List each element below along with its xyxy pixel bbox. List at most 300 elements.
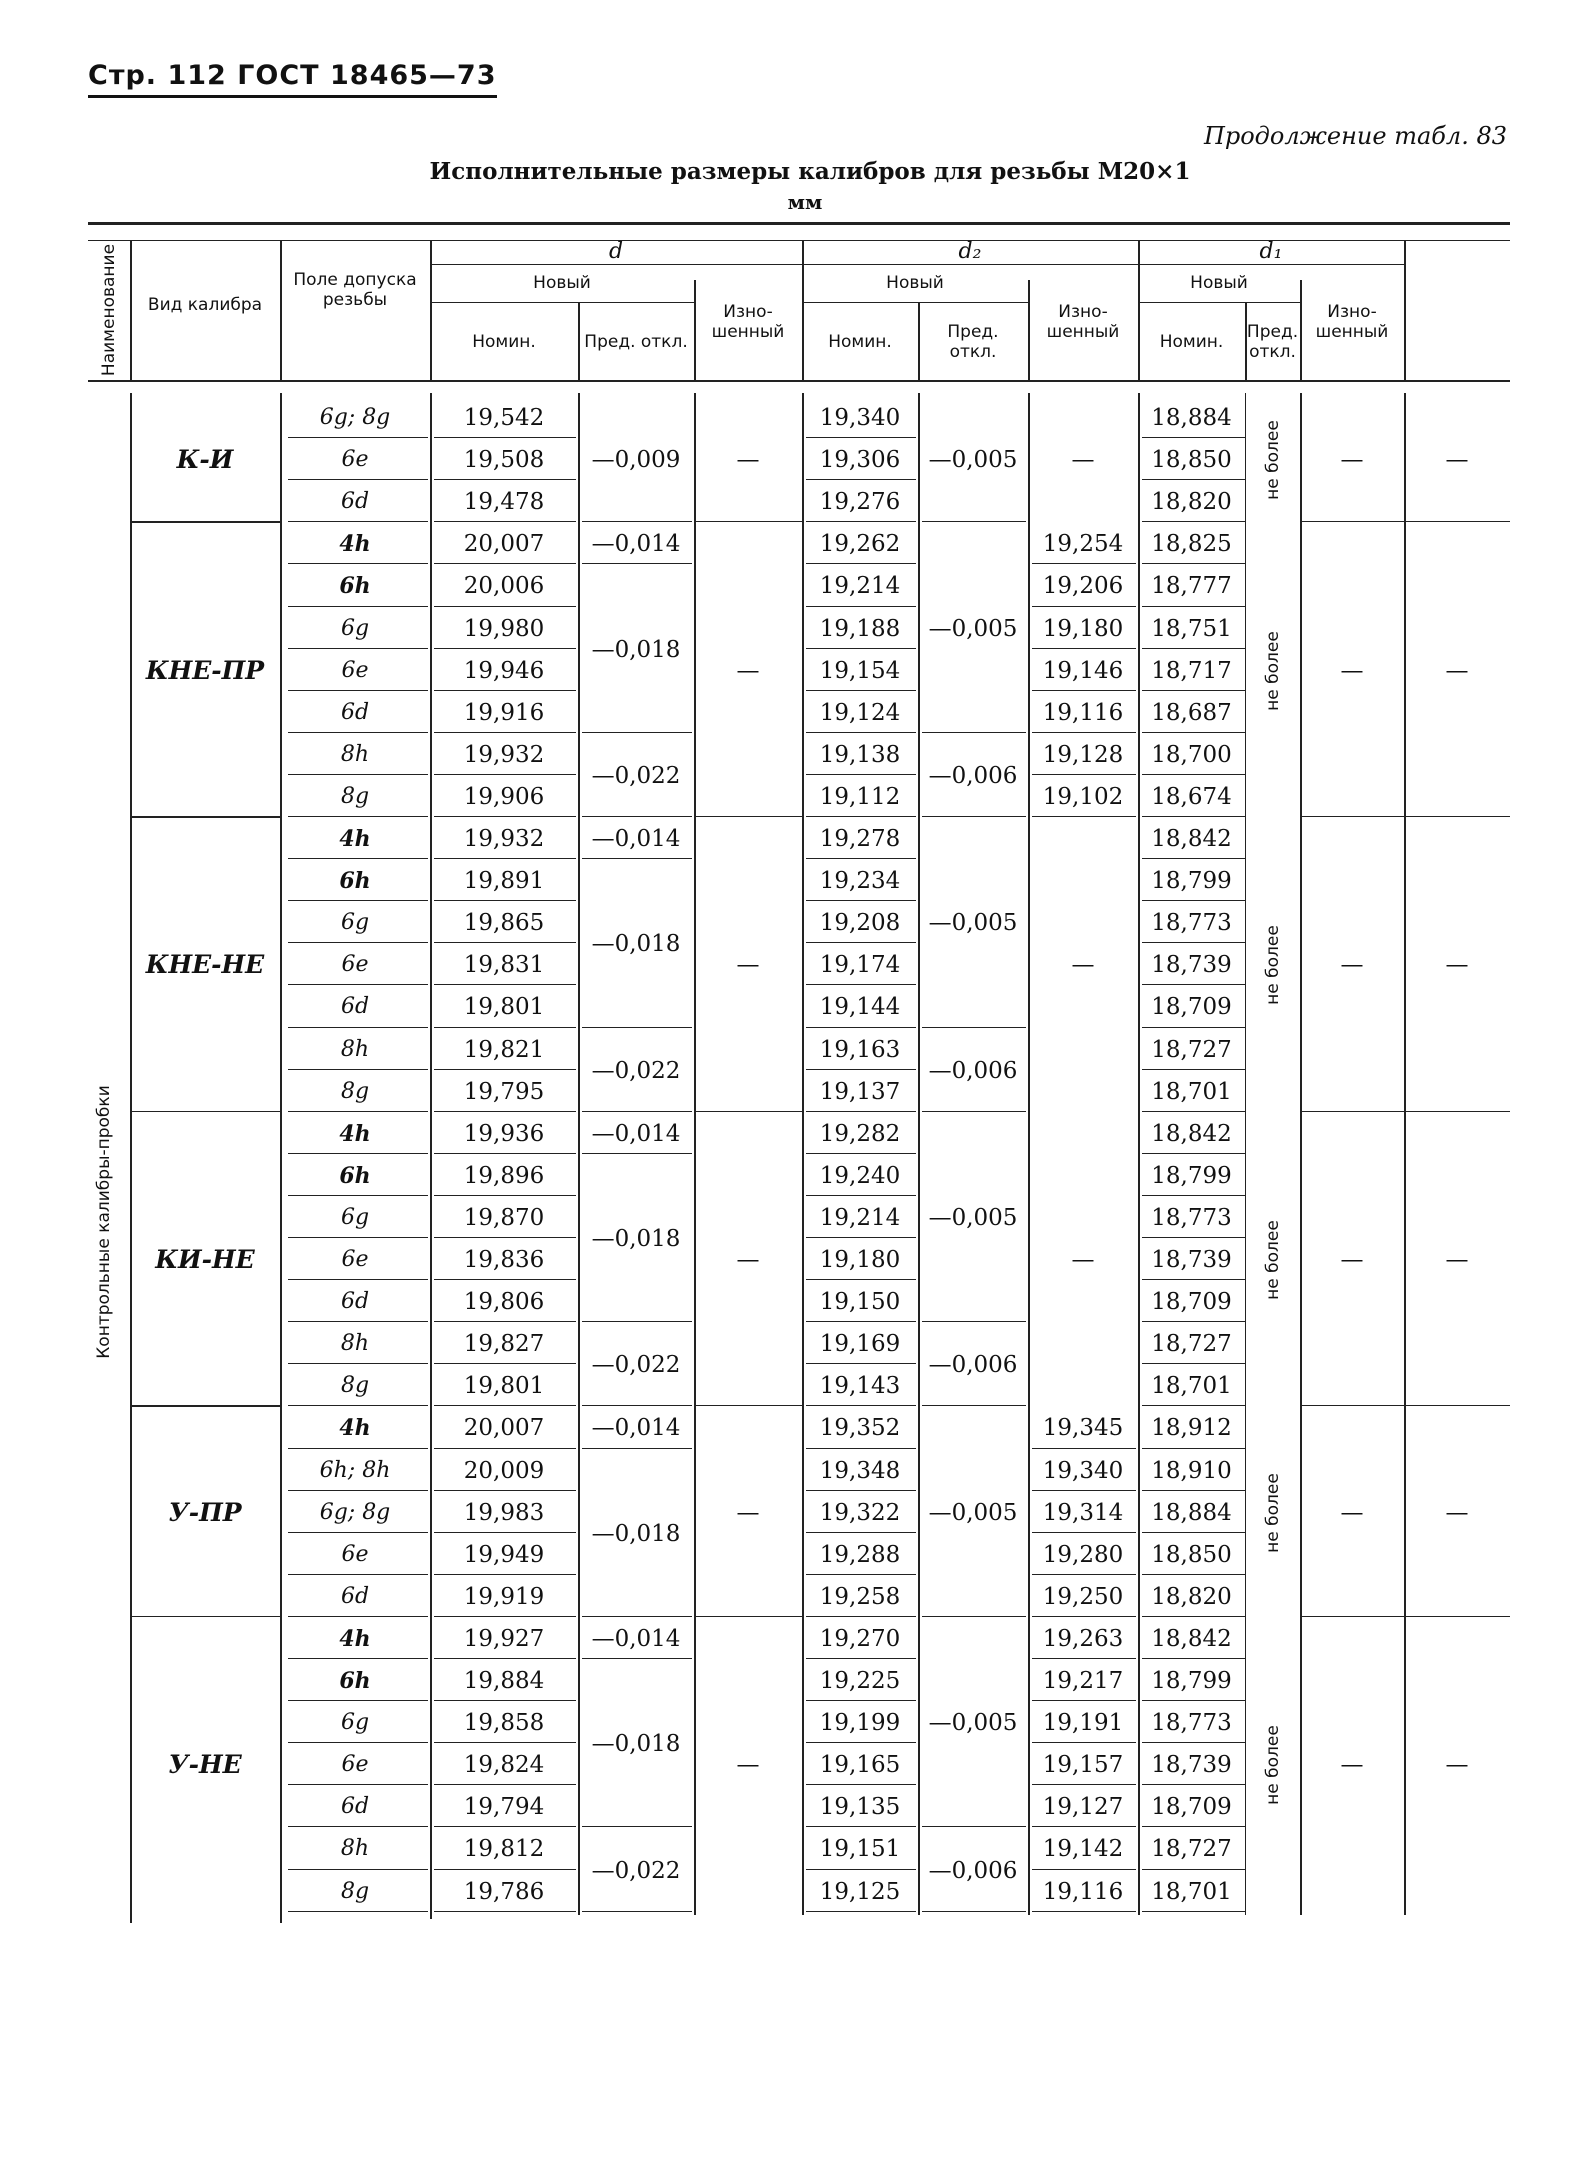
row-rule (806, 1616, 916, 1617)
row-rule (288, 1784, 428, 1785)
d-nom-cell: 19,916 (463, 699, 545, 726)
row-rule (1142, 732, 1245, 733)
row-rule (1142, 1700, 1245, 1701)
field-cell: 6d (340, 1794, 370, 1820)
unit-label: мм (787, 190, 823, 214)
d1-nom-cell: 18,773 (1151, 1204, 1232, 1231)
field-cell: 6h (339, 1162, 371, 1189)
d1-dev-dash: — (1340, 447, 1364, 474)
d-dev-cell: —0,014 (591, 1625, 681, 1652)
row-rule (1142, 774, 1245, 775)
header-d-dev: Пред. откл. (584, 332, 688, 352)
row-rule (434, 858, 576, 859)
header-d1-dev: Пред. откл. (1246, 322, 1299, 362)
body-col-rule (578, 393, 580, 1915)
d-worn-dash: — (736, 447, 760, 474)
d2-nom-cell: 19,288 (819, 1541, 901, 1568)
d-nom-cell: 19,478 (463, 489, 545, 516)
dev-rule (922, 732, 1026, 733)
header-rule (1138, 302, 1300, 303)
d1-worn-dash: — (1445, 1752, 1469, 1779)
d-dev-cell: —0,018 (591, 1520, 681, 1547)
d2-nom-cell: 19,169 (819, 1331, 901, 1358)
d1-nom-cell: 18,884 (1151, 1499, 1232, 1526)
row-rule (806, 521, 916, 522)
row-rule (434, 1111, 576, 1112)
group-rule (694, 1405, 802, 1406)
row-rule (806, 1405, 916, 1406)
d2-nom-cell: 19,188 (819, 615, 901, 642)
row-rule (1142, 1069, 1245, 1070)
d2-worn-cell: 19,250 (1042, 1583, 1124, 1610)
d2-nom-cell: 19,125 (819, 1878, 901, 1905)
body-col-rule (1245, 393, 1246, 1915)
row-rule (288, 1532, 428, 1533)
d1-worn-dash: — (1445, 952, 1469, 979)
d2-dev-cell: —0,005 (928, 447, 1018, 474)
row-rule (288, 1069, 428, 1070)
header-rule (430, 302, 694, 303)
d2-worn-cell: 19,102 (1042, 783, 1124, 810)
field-cell: 8h (340, 1036, 370, 1062)
d1-nom-cell: 18,799 (1151, 868, 1232, 895)
group-rule (130, 1616, 280, 1618)
d-nom-cell: 19,906 (463, 783, 545, 810)
d1-worn-dash: — (1445, 1499, 1469, 1526)
row-rule (806, 1027, 916, 1028)
row-rule (1032, 816, 1136, 817)
d1-nom-cell: 18,825 (1151, 531, 1232, 558)
field-cell: 8g (340, 1878, 370, 1904)
d-dev-cell: —0,014 (591, 531, 681, 558)
field-cell: 6d (340, 1583, 370, 1609)
row-rule (288, 563, 428, 564)
header-kind: Вид калибра (147, 295, 263, 315)
row-rule (434, 1027, 576, 1028)
row-rule (434, 690, 576, 691)
d2-worn-dash: — (1071, 447, 1095, 474)
row-rule (806, 1153, 916, 1154)
row-rule (288, 437, 428, 438)
row-rule (288, 521, 428, 522)
d-nom-cell: 19,794 (463, 1794, 545, 1821)
row-rule (1142, 1279, 1245, 1280)
row-rule (806, 858, 916, 859)
d2-dev-cell: —0,005 (928, 615, 1018, 642)
row-rule (806, 1069, 916, 1070)
d2-nom-cell: 19,214 (819, 1204, 901, 1231)
row-rule (434, 942, 576, 943)
dev-rule (582, 1658, 692, 1659)
row-rule (1032, 1911, 1136, 1912)
row-rule (1142, 1195, 1245, 1196)
field-cell: 6d (340, 699, 370, 725)
d2-nom-cell: 19,258 (819, 1583, 901, 1610)
row-rule (288, 858, 428, 859)
row-rule (1032, 1700, 1136, 1701)
d-nom-cell: 19,806 (463, 1289, 545, 1316)
d2-dev-cell: —0,006 (928, 762, 1018, 789)
d1-worn-dash: — (1445, 657, 1469, 684)
row-rule (1032, 1448, 1136, 1449)
group-rule (130, 1405, 280, 1407)
row-rule (434, 1658, 576, 1659)
not-more-label: не более (1262, 1472, 1283, 1553)
row-rule (806, 1237, 916, 1238)
row-rule (806, 1826, 916, 1827)
row-rule (806, 1321, 916, 1322)
dev-rule (922, 1911, 1026, 1912)
row-rule (288, 1490, 428, 1491)
d-dev-cell: —0,014 (591, 826, 681, 853)
d1-nom-cell: 18,773 (1151, 1710, 1232, 1737)
row-rule (806, 1911, 916, 1912)
d-dev-cell: —0,022 (591, 1352, 681, 1379)
header-d2: d₂ (958, 239, 982, 264)
row-rule (1032, 1869, 1136, 1870)
field-cell: 6h (339, 1668, 371, 1694)
d2-worn-cell: 19,280 (1042, 1541, 1124, 1568)
d-worn-dash: — (736, 1247, 760, 1274)
row-rule (288, 1826, 428, 1827)
field-cell: 6e (341, 657, 369, 683)
d1-nom-cell: 18,850 (1151, 447, 1232, 474)
d2-nom-cell: 19,278 (819, 826, 901, 852)
header-name: Наименование (99, 243, 119, 377)
header-col-rule (1300, 280, 1302, 380)
d2-nom-cell: 19,138 (819, 741, 901, 768)
row-rule (1032, 732, 1136, 733)
d-nom-cell: 19,891 (463, 868, 545, 895)
row-rule (288, 1574, 428, 1575)
gauge-kind: У-ПР (168, 1497, 242, 1527)
row-rule (1142, 942, 1245, 943)
header-d1: d₁ (1259, 239, 1283, 264)
row-rule (434, 521, 576, 522)
row-rule (434, 1574, 576, 1575)
d1-dev-dash: — (1340, 1499, 1364, 1526)
dev-rule (582, 1153, 692, 1154)
gauge-kind: У-НЕ (168, 1750, 242, 1780)
d-nom-cell: 19,896 (463, 1162, 545, 1189)
row-rule (434, 1826, 576, 1827)
field-cell: 6h (339, 573, 371, 600)
row-rule (806, 816, 916, 817)
d2-nom-cell: 19,276 (819, 489, 901, 516)
row-rule (806, 942, 916, 943)
row-rule (1142, 1111, 1245, 1112)
d1-nom-cell: 18,799 (1151, 1162, 1232, 1189)
row-rule (1032, 774, 1136, 775)
header-d-worn: Изно-шенный (711, 302, 785, 342)
d1-nom-cell: 18,751 (1151, 615, 1232, 642)
d1-nom-cell: 18,701 (1151, 1878, 1232, 1905)
row-rule (1142, 1027, 1245, 1028)
d-nom-cell: 19,949 (463, 1541, 545, 1568)
row-rule (1142, 1826, 1245, 1827)
row-rule (434, 1153, 576, 1154)
row-rule (434, 1448, 576, 1449)
row-rule (806, 1363, 916, 1364)
d1-nom-cell: 18,739 (1151, 1752, 1232, 1779)
row-rule (434, 437, 576, 438)
header-col-rule (578, 302, 580, 380)
d2-worn-cell: 19,217 (1042, 1668, 1124, 1694)
d1-nom-cell: 18,842 (1151, 826, 1232, 852)
dev-rule (922, 816, 1026, 817)
d-nom-cell: 19,836 (463, 1247, 545, 1273)
dev-rule (582, 816, 692, 817)
d2-nom-cell: 19,163 (819, 1036, 901, 1063)
row-rule (1032, 1574, 1136, 1575)
d1-nom-cell: 18,709 (1151, 994, 1232, 1021)
d-dev-cell: —0,014 (591, 1120, 681, 1147)
row-rule (434, 1911, 576, 1912)
row-rule (806, 1700, 916, 1701)
row-rule (1142, 816, 1245, 817)
row-rule (288, 1195, 428, 1196)
gauge-kind: КНЕ-ПР (145, 655, 265, 685)
field-cell: 4h (339, 1415, 371, 1442)
row-rule (434, 1279, 576, 1280)
group-rule (1300, 816, 1510, 817)
d-nom-cell: 19,884 (463, 1668, 545, 1694)
header-d: d (608, 239, 624, 264)
row-rule (434, 1784, 576, 1785)
field-cell: 6d (340, 489, 370, 515)
d1-nom-cell: 18,727 (1151, 1331, 1232, 1358)
header-d2-worn: Изно-шенный (1046, 302, 1120, 342)
row-rule (434, 648, 576, 649)
body-col-rule (130, 393, 132, 1923)
d2-worn-cell: 19,116 (1042, 1878, 1124, 1905)
d-nom-cell: 19,980 (463, 615, 545, 642)
d2-nom-cell: 19,340 (819, 405, 901, 431)
d2-dev-cell: —0,006 (928, 1857, 1018, 1884)
field-cell: 6g; 8g (319, 405, 391, 430)
d1-dev-dash: — (1340, 657, 1364, 684)
row-rule (434, 1700, 576, 1701)
field-cell: 6e (341, 1247, 369, 1272)
d-dev-cell: —0,014 (591, 1415, 681, 1442)
d1-nom-cell: 18,727 (1151, 1836, 1232, 1863)
row-rule (806, 1490, 916, 1491)
row-rule (288, 1405, 428, 1406)
row-rule (1142, 1405, 1245, 1406)
d2-dev-cell: —0,005 (928, 910, 1018, 937)
row-rule (1142, 1321, 1245, 1322)
group-rule (694, 1616, 802, 1617)
row-rule (434, 1321, 576, 1322)
dev-rule (922, 521, 1026, 522)
dev-rule (582, 1321, 692, 1322)
d2-worn-cell: 19,191 (1042, 1710, 1124, 1737)
d-nom-cell: 19,936 (463, 1120, 545, 1147)
row-rule (434, 1195, 576, 1196)
d2-worn-cell: 19,345 (1042, 1415, 1124, 1442)
field-cell: 6e (341, 1541, 369, 1567)
row-rule (1142, 1911, 1245, 1912)
not-more-label: не более (1262, 1725, 1283, 1806)
d-nom-cell: 19,824 (463, 1752, 545, 1779)
d2-nom-cell: 19,270 (819, 1625, 901, 1652)
d2-nom-cell: 19,306 (819, 447, 901, 474)
dev-rule (582, 563, 692, 564)
row-rule (1032, 1826, 1136, 1827)
field-cell: 8h (340, 1331, 370, 1357)
row-rule (806, 1279, 916, 1280)
d1-nom-cell: 18,717 (1151, 657, 1232, 684)
d2-dev-cell: —0,005 (928, 1710, 1018, 1737)
d1-nom-cell: 18,842 (1151, 1625, 1232, 1652)
d-nom-cell: 19,542 (463, 405, 545, 431)
d2-nom-cell: 19,214 (819, 573, 901, 600)
row-rule (806, 1784, 916, 1785)
d-dev-cell: —0,022 (591, 1057, 681, 1084)
dev-rule (922, 1826, 1026, 1827)
d-dev-cell: —0,018 (591, 1731, 681, 1758)
group-rule (694, 1111, 802, 1112)
d-nom-cell: 19,865 (463, 910, 545, 937)
not-more-label: не более (1262, 630, 1283, 711)
row-rule (1142, 1490, 1245, 1491)
field-cell: 6g (340, 615, 370, 641)
d2-nom-cell: 19,322 (819, 1499, 901, 1526)
header-field: Поле допуска резьбы (293, 270, 417, 310)
field-cell: 6e (341, 952, 369, 978)
row-rule (288, 774, 428, 775)
d-nom-cell: 19,983 (463, 1499, 545, 1526)
row-rule (434, 1363, 576, 1364)
row-rule (1032, 606, 1136, 607)
header-col-rule (694, 280, 696, 380)
d2-nom-cell: 19,348 (819, 1457, 901, 1484)
d1-nom-cell: 18,739 (1151, 1247, 1232, 1273)
d1-dev-dash: — (1340, 952, 1364, 979)
row-rule (434, 1532, 576, 1533)
d2-worn-cell: 19,116 (1042, 699, 1124, 726)
row-rule (1142, 1448, 1245, 1449)
d-nom-cell: 19,870 (463, 1204, 545, 1231)
d-worn-dash: — (736, 1499, 760, 1526)
dev-rule (922, 1027, 1026, 1028)
row-rule (806, 690, 916, 691)
header-d2-nom: Номин. (828, 332, 892, 352)
table-title: Исполнительные размеры калибров для резьбы M20×1 (429, 158, 1191, 185)
row-rule (806, 606, 916, 607)
d2-nom-cell: 19,262 (819, 531, 901, 558)
d2-nom-cell: 19,137 (819, 1078, 901, 1105)
row-rule (288, 1616, 428, 1617)
row-rule (288, 1237, 428, 1238)
row-rule (1142, 437, 1245, 438)
row-rule (1032, 1490, 1136, 1491)
row-rule (434, 1742, 576, 1743)
field-cell: 6g; 8g (319, 1499, 391, 1525)
d2-worn-dash: — (1071, 952, 1095, 979)
d2-nom-cell: 19,174 (819, 952, 901, 979)
d2-nom-cell: 19,240 (819, 1162, 901, 1189)
d-nom-cell: 19,919 (463, 1583, 545, 1610)
header-d1-nom: Номин. (1159, 332, 1224, 352)
body-col-rule (1404, 393, 1406, 1915)
row-rule (434, 606, 576, 607)
header-d2-new: Новый (886, 273, 944, 293)
d2-nom-cell: 19,150 (819, 1289, 901, 1316)
row-rule (1142, 1616, 1245, 1617)
group-rule (130, 521, 280, 523)
body-col-rule (1300, 393, 1302, 1915)
d1-nom-cell: 18,820 (1151, 489, 1232, 516)
d-dev-cell: —0,018 (591, 931, 681, 958)
d2-nom-cell: 19,180 (819, 1247, 901, 1273)
row-rule (288, 984, 428, 985)
group-rule (1300, 1405, 1510, 1406)
row-rule (288, 1742, 428, 1743)
row-rule (806, 1869, 916, 1870)
row-rule (434, 1237, 576, 1238)
row-rule (806, 1658, 916, 1659)
row-rule (1032, 1742, 1136, 1743)
row-rule (806, 732, 916, 733)
header-rule (802, 264, 1138, 265)
d1-nom-cell: 18,700 (1151, 741, 1232, 768)
row-rule (1142, 606, 1245, 607)
row-rule (1142, 1363, 1245, 1364)
d-nom-cell: 19,801 (463, 994, 545, 1021)
dev-rule (582, 858, 692, 859)
d-nom-cell: 19,812 (463, 1836, 545, 1863)
d2-nom-cell: 19,151 (819, 1836, 901, 1863)
row-rule (1032, 1658, 1136, 1659)
group-rule (694, 521, 802, 522)
row-rule (288, 1027, 428, 1028)
d1-worn-dash: — (1445, 447, 1469, 474)
d2-worn-cell: 19,180 (1042, 615, 1124, 642)
d2-nom-cell: 19,135 (819, 1794, 901, 1821)
d2-dev-cell: —0,005 (928, 1204, 1018, 1231)
dev-rule (922, 1616, 1026, 1617)
d2-nom-cell: 19,234 (819, 868, 901, 895)
field-cell: 8g (340, 1078, 370, 1104)
row-rule (434, 816, 576, 817)
d-nom-cell: 19,831 (463, 952, 545, 979)
d2-worn-cell: 19,263 (1042, 1625, 1124, 1652)
d1-dev-dash: — (1340, 1247, 1364, 1274)
header-d1-worn: Изно-шенный (1315, 302, 1389, 342)
d-dev-cell: —0,018 (591, 636, 681, 663)
d1-worn-dash: — (1445, 1247, 1469, 1274)
row-rule (1142, 1574, 1245, 1575)
d2-worn-cell: 19,254 (1042, 531, 1124, 558)
group-rule (694, 816, 802, 817)
d-dev-cell: —0,022 (591, 762, 681, 789)
group-rule (130, 1111, 280, 1113)
row-rule (806, 437, 916, 438)
row-rule (1142, 690, 1245, 691)
row-rule (288, 1700, 428, 1701)
d1-nom-cell: 18,674 (1151, 783, 1232, 810)
row-rule (434, 1069, 576, 1070)
header-rule (430, 264, 802, 265)
row-rule (288, 1869, 428, 1870)
d-dev-cell: —0,009 (591, 447, 681, 474)
row-rule (1142, 1532, 1245, 1533)
dev-rule (922, 1111, 1026, 1112)
d2-nom-cell: 19,352 (819, 1415, 901, 1442)
header-d-new: Новый (533, 273, 591, 293)
d1-nom-cell: 18,709 (1151, 1289, 1232, 1316)
